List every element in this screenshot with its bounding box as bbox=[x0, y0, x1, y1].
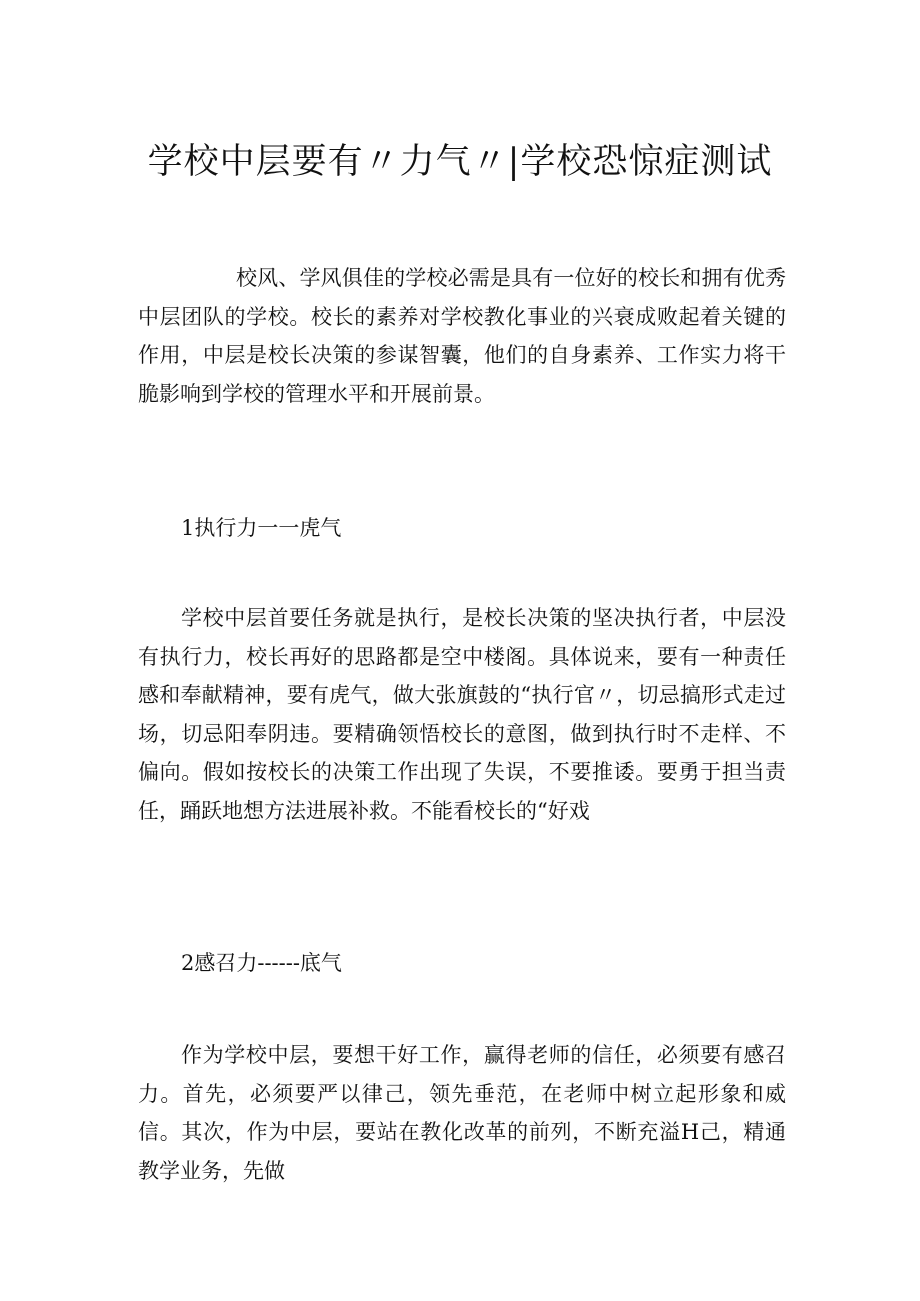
section-heading-execution: 1执行力一一虎气 bbox=[181, 516, 342, 540]
section-body-execution: 学校中层首要任务就是执行，是校长决策的坚决执行者，中层没有执行力，校长再好的思路都是空中楼阁。具体说来，要有一种责任感和奉献精神，要有虎气，做大张旗鼓的“执行官〃，切忌搞形式走过场，切忌阳奉阴违。要精确领悟校长的意图，做到执行时不走样、不偏向。假如按校长的决策工作出现了失误，不要推诿。要勇于担当责任，踊跃地想方法进展补救。不能看校长的“好戏 bbox=[138, 606, 786, 823]
document-title: 学校中层要有〃力气〃|学校恐惊症测试 bbox=[147, 142, 773, 182]
section-body-influence: 作为学校中层，要想干好工作，赢得老师的信任，必须要有感召力。首先，必须要严以律己，领先垂范，在老师中树立起形象和威信。其次，作为中层，要站在教化改革的前列，不断充溢H己，精通教学业务，先做 bbox=[138, 1043, 786, 1183]
intro-paragraph: 校风、学风俱佳的学校必需是具有一位好的校长和拥有优秀中层团队的学校。校长的素养对学校教化事业的兴衰成败起着关键的作用，中层是校长决策的参谋智囊，他们的自身素养、工作实力将干脆影响到学校的管理水平和开展前景。 bbox=[138, 266, 786, 406]
section-heading-influence: 2感召力------底气 bbox=[181, 951, 342, 975]
